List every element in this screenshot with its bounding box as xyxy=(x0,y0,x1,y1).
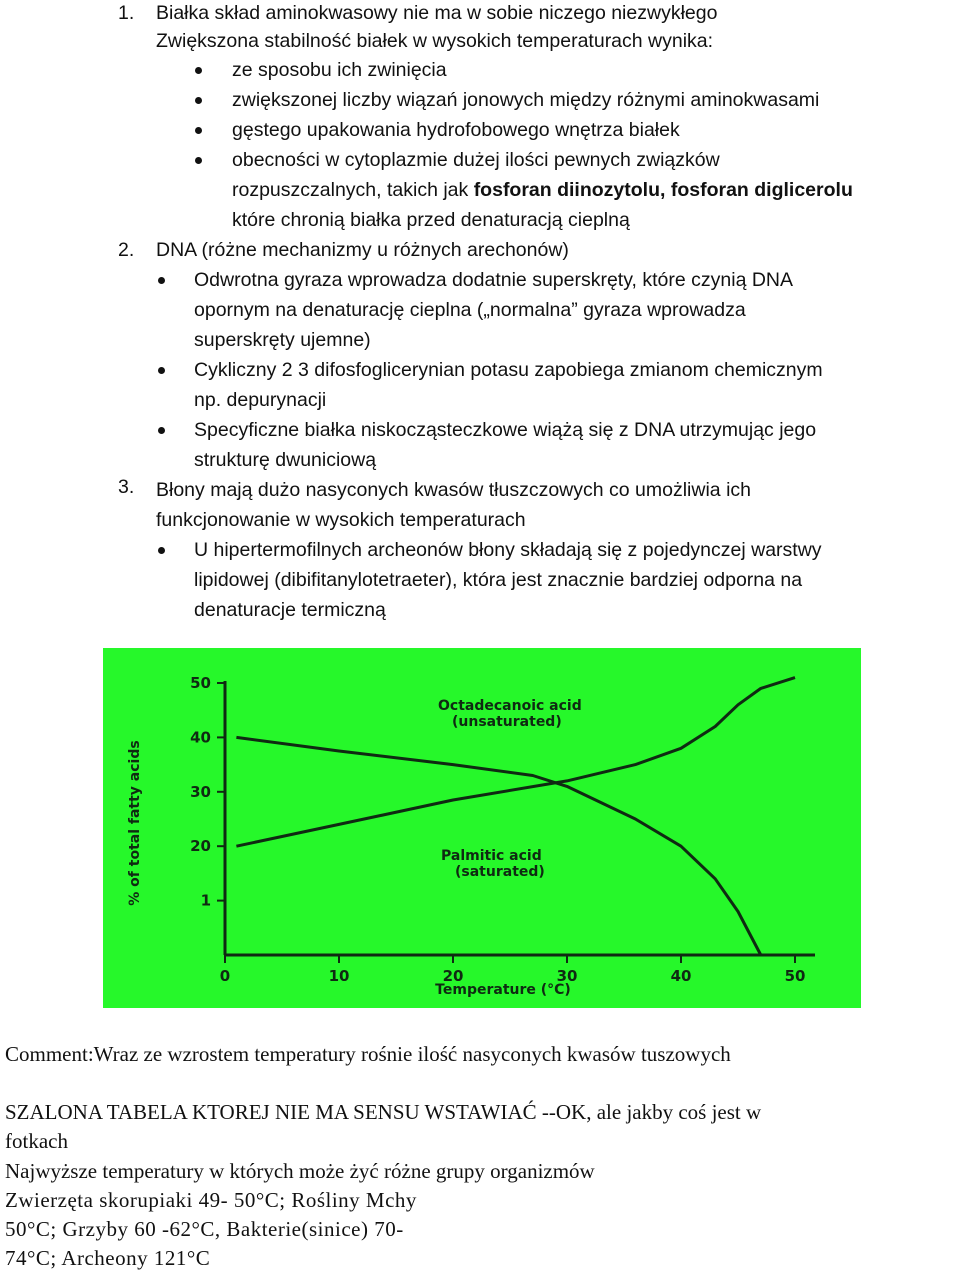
section3-number: 3. xyxy=(118,476,135,498)
y-tick-label: 40 xyxy=(190,728,211,747)
section2-bullet-2-line2: np. depurynacji xyxy=(194,389,327,411)
y-tick-label: 30 xyxy=(190,782,211,801)
x-tick-label: 0 xyxy=(219,967,231,985)
bullet-dot xyxy=(195,127,202,134)
bullet4-bold-compounds: fosforan diinozytolu, fosforan diglicerolu xyxy=(473,179,853,201)
x-tick-label: 20 xyxy=(442,967,464,985)
section2-bullet-1-line1: Odwrotna gyraza wprowadza dodatnie superskręty, które czynią DNA xyxy=(194,269,793,291)
section2-bullet-1-line3: superskręty ujemne) xyxy=(194,329,371,351)
note-line5: 50°C; Grzyby 60 -62°C, Bakterie(sinice) 70- xyxy=(5,1217,404,1241)
x-tick-label: 50 xyxy=(784,967,806,985)
octadecanoic-acid-label: Octadecanoic acid xyxy=(438,698,582,714)
palmitic-acid-label: (saturated) xyxy=(455,864,545,880)
section1-bullet-4-line2 xyxy=(232,177,853,203)
x-axis-title: Temperature (°C) xyxy=(435,982,571,998)
section3-bullet-line2: lipidowej (dibifitanylotetraeter), która jest znacznie bardziej odporna na xyxy=(194,569,803,591)
octadecanoic-acid-label: (unsaturated) xyxy=(452,714,562,730)
octadecanoic-acid-line xyxy=(236,737,760,955)
section2-number: 2. xyxy=(118,239,135,261)
section1-line2: Zwiększona stabilność białek w wysokich temperaturach wynika: xyxy=(156,30,714,52)
section2-heading: DNA (różne mechanizmy u różnych arechonów) xyxy=(156,239,569,261)
section3-bullet-line3: denaturacje termiczną xyxy=(194,599,386,621)
section2-bullet-3-line1: Specyficzne białka niskocząsteczkowe wiążą się z DNA utrzymując jego xyxy=(194,419,817,441)
section1-bullet-4-line3: które chronią białka przed denaturacją cieplną xyxy=(232,209,630,231)
section1-bullet-4-line1: obecności w cytoplazmie dużej ilości pewnych związków xyxy=(232,149,720,171)
y-tick-label: 50 xyxy=(190,674,211,692)
section2-bullet-2-line1: Cykliczny 2 3 difosfoglicerynian potasu zapobiega zmianom chemicznym xyxy=(194,359,823,381)
comment-text: Comment:Wraz ze wzrostem temperatury rośnie ilość nasyconych kwasów tuszowych xyxy=(5,1042,731,1066)
chart-svg xyxy=(103,648,861,1008)
fatty-acid-chart xyxy=(103,648,861,1008)
palmitic-acid-label: Palmitic acid xyxy=(441,848,542,864)
section3-bullet-line1: U hipertermofilnych archeonów błony składają się z pojedynczej warstwy xyxy=(194,539,822,561)
note-line3: Najwyższe temperatury w których może żyć różne grupy organizmów xyxy=(5,1159,595,1183)
y-tick-label: 20 xyxy=(190,837,211,856)
x-tick-label: 40 xyxy=(670,967,692,985)
x-tick-label: 30 xyxy=(556,967,578,985)
section2-bullet-1-line2: opornym na denaturację cieplna („normalna” gyraza wprowadza xyxy=(194,299,746,321)
section1-number: 1. xyxy=(118,2,135,24)
y-tick-label: 1 xyxy=(200,891,211,910)
note-line4: Zwierzęta skorupiaki 49- 50°C; Rośliny Mchy xyxy=(5,1188,417,1212)
section2-bullet-3-line2: strukturę dwuniciową xyxy=(194,449,377,471)
note-line6: 74°C; Archeony 121°C xyxy=(5,1246,211,1270)
y-axis-title: % of total fatty acids xyxy=(127,740,143,906)
bullet-dot xyxy=(195,157,202,164)
bullet-dot xyxy=(158,277,165,284)
section3-line2: funkcjonowanie w wysokich temperaturach xyxy=(156,509,526,531)
bullet4-prefix: rozpuszczalnych, takich jak xyxy=(232,179,474,201)
section1-bullet-1: ze sposobu ich zwinięcia xyxy=(232,59,447,81)
x-tick-label: 10 xyxy=(328,967,350,985)
section3-line1: Błony mają dużo nasyconych kwasów tłuszczowych co umożliwia ich xyxy=(156,479,751,501)
bullet-dot xyxy=(158,547,165,554)
note-line2: fotkach xyxy=(5,1129,68,1153)
bullet-dot xyxy=(195,67,202,74)
bullet-dot xyxy=(158,367,165,374)
section1-bullet-3: gęstego upakowania hydrofobowego wnętrza białek xyxy=(232,119,680,141)
bullet-dot xyxy=(158,427,165,434)
section1-bullet-2: zwiększonej liczby wiązań jonowych między różnymi aminokwasami xyxy=(232,89,820,111)
section1-line1: Białka skład aminokwasowy nie ma w sobie niczego niezwykłego xyxy=(156,2,718,24)
bullet-dot xyxy=(195,97,202,104)
note-line1: SZALONA TABELA KTOREJ NIE MA SENSU WSTAWIAĆ --OK, ale jakby coś jest w xyxy=(5,1100,762,1124)
